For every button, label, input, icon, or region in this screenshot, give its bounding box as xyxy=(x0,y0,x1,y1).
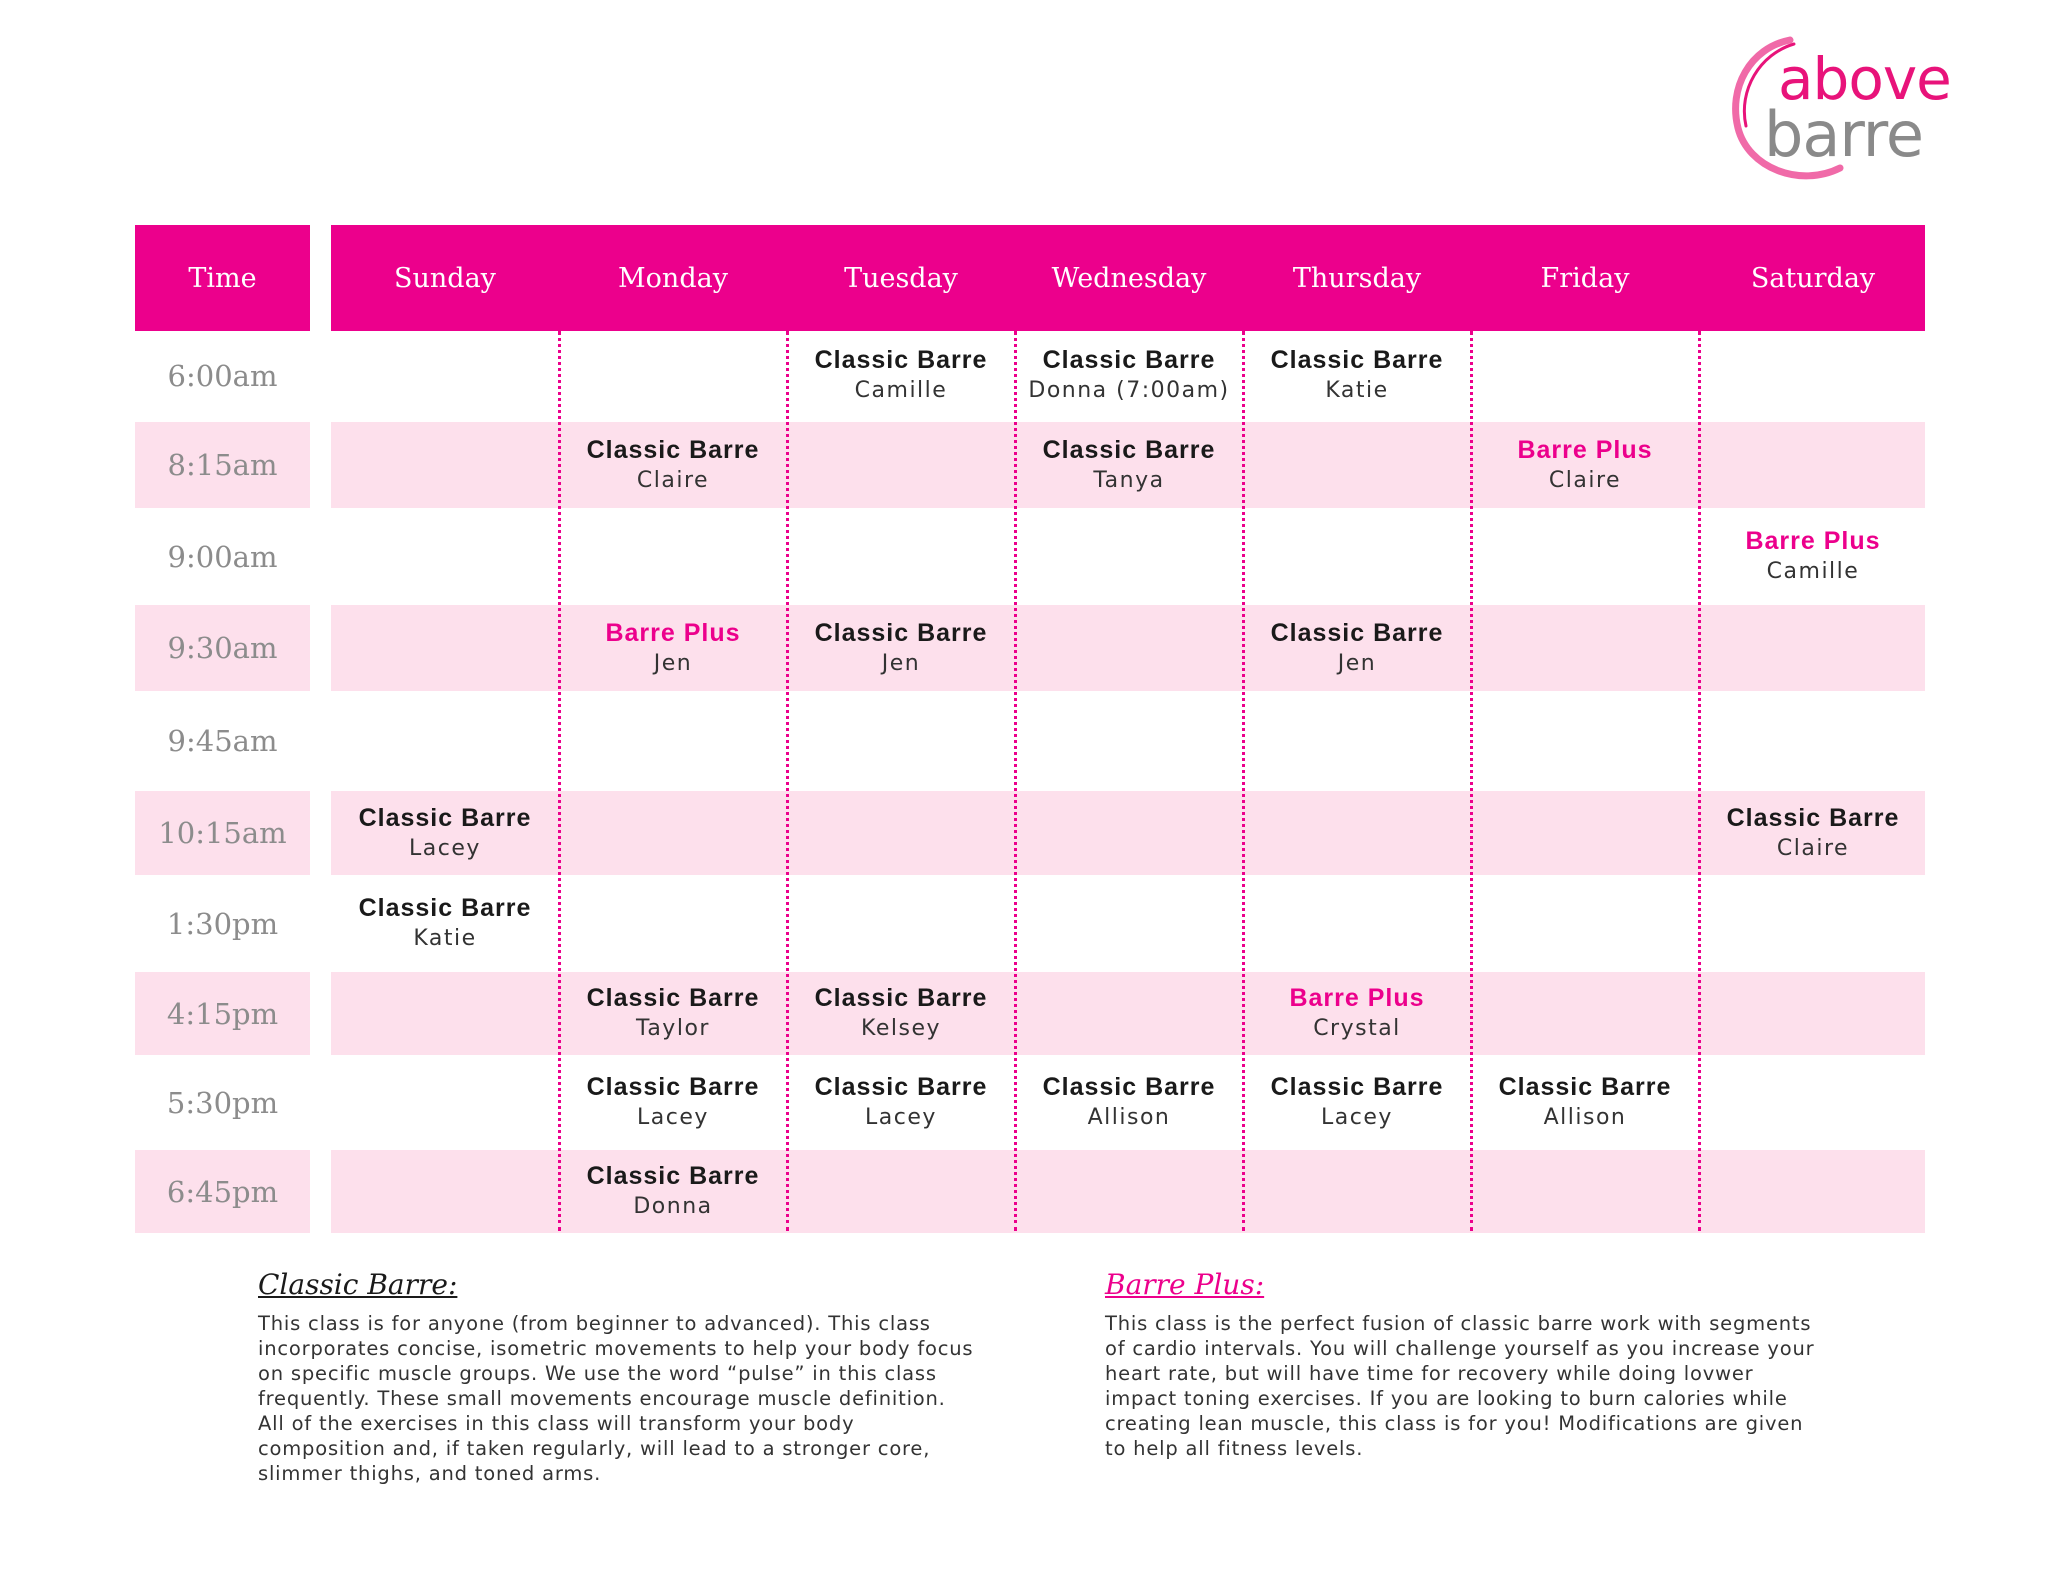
class-slot-tuesday xyxy=(787,983,1015,1044)
classic-barre-text: This class is for anyone (from beginner to advanced). This class incorporates concise, isometric movements to help your body focus on specific muscle groups. We use the word “pulse” in this class frequently. These small movements encourage muscle definition. All of the exercises in this class will transform your body composition and, if taken regularly, will lead to a stronger core, slimmer thighs, and toned arms. xyxy=(258,1312,974,1485)
time-slot-label: 6:45pm xyxy=(135,1150,310,1233)
class-slot-friday xyxy=(1471,435,1699,496)
days-header xyxy=(331,225,1925,331)
class-slot-friday xyxy=(1471,1072,1699,1133)
class-name: Classic Barre xyxy=(358,804,532,832)
instructor-name: Katie xyxy=(413,926,477,951)
class-name: Classic Barre xyxy=(1042,436,1216,464)
class-slot-thursday xyxy=(1243,345,1471,406)
class-slot-monday xyxy=(559,1161,787,1222)
class-slot-saturday xyxy=(1699,526,1927,587)
barre-plus-title: Barre Plus: xyxy=(1105,1268,1265,1301)
instructor-name: Tanya xyxy=(1093,468,1165,493)
class-slot-thursday xyxy=(1243,983,1471,1044)
instructor-name: Allison xyxy=(1543,1105,1627,1130)
column-divider xyxy=(786,331,789,1231)
day-header-sunday: Sunday xyxy=(394,262,496,294)
class-slot-monday xyxy=(559,618,787,679)
class-slot-sunday xyxy=(331,893,559,954)
class-slot-wednesday xyxy=(1015,345,1243,406)
class-slot-saturday xyxy=(1699,803,1927,864)
class-name: Barre Plus xyxy=(1289,984,1425,1012)
barre-plus-description xyxy=(1105,1268,1825,1461)
class-name: Classic Barre xyxy=(1270,619,1444,647)
column-divider xyxy=(1470,331,1473,1231)
day-header-tuesday: Tuesday xyxy=(844,262,958,294)
above-barre-logo xyxy=(1720,28,1951,188)
day-header-saturday: Saturday xyxy=(1750,262,1876,294)
instructor-name: Jen xyxy=(653,651,693,676)
class-name: Classic Barre xyxy=(586,984,760,1012)
instructor-name: Crystal xyxy=(1313,1016,1401,1041)
class-slot-thursday xyxy=(1243,618,1471,679)
class-name: Barre Plus xyxy=(1745,527,1881,555)
class-slot-tuesday xyxy=(787,618,1015,679)
day-header-monday: Monday xyxy=(618,262,728,294)
instructor-name: Jen xyxy=(881,651,921,676)
class-name: Classic Barre xyxy=(1042,1073,1216,1101)
instructor-name: Lacey xyxy=(409,836,481,861)
time-slot-label: 10:15am xyxy=(135,791,310,875)
instructor-name: Jen xyxy=(1337,651,1377,676)
time-header: Time xyxy=(135,225,310,331)
class-name: Classic Barre xyxy=(586,1073,760,1101)
class-slot-tuesday xyxy=(787,1072,1015,1133)
class-name: Classic Barre xyxy=(1498,1073,1672,1101)
instructor-name: Camille xyxy=(1766,559,1860,584)
column-divider xyxy=(558,331,561,1231)
column-divider xyxy=(1698,331,1701,1231)
column-divider xyxy=(1014,331,1017,1231)
class-slot-wednesday xyxy=(1015,1072,1243,1133)
instructor-name: Lacey xyxy=(637,1105,709,1130)
time-slot-label: 9:30am xyxy=(135,605,310,691)
class-slot-thursday xyxy=(1243,1072,1471,1133)
instructor-name: Kelsey xyxy=(861,1016,941,1041)
time-slot-label: 9:45am xyxy=(167,724,278,758)
logo-word-above: above xyxy=(1778,45,1951,113)
instructor-name: Claire xyxy=(636,468,710,493)
instructor-name: Katie xyxy=(1325,378,1389,403)
time-slot-label: 6:00am xyxy=(167,358,278,393)
instructor-name: Lacey xyxy=(1321,1105,1393,1130)
instructor-name: Camille xyxy=(854,378,948,403)
class-slot-monday xyxy=(559,435,787,496)
class-name: Classic Barre xyxy=(1726,804,1900,832)
logo-word-barre: barre xyxy=(1764,98,1924,171)
instructor-name: Claire xyxy=(1776,836,1850,861)
class-name: Classic Barre xyxy=(814,1073,988,1101)
time-slot-label: 1:30pm xyxy=(166,906,279,941)
class-name: Classic Barre xyxy=(586,436,760,464)
day-header-thursday: Thursday xyxy=(1292,262,1422,294)
day-header-wednesday: Wednesday xyxy=(1051,262,1207,294)
time-slot-label: 8:15am xyxy=(135,422,310,508)
time-slot-label: 9:00am xyxy=(167,539,278,574)
instructor-name: Donna (7:00am) xyxy=(1028,378,1230,403)
class-slot-tuesday xyxy=(787,345,1015,406)
day-header-friday: Friday xyxy=(1540,262,1630,294)
class-slot-wednesday xyxy=(1015,435,1243,496)
class-name: Classic Barre xyxy=(814,619,988,647)
class-name: Classic Barre xyxy=(814,984,988,1012)
class-name: Classic Barre xyxy=(358,894,532,922)
classic-barre-description xyxy=(258,1268,978,1486)
instructor-name: Taylor xyxy=(636,1016,710,1041)
instructor-name: Allison xyxy=(1087,1105,1171,1130)
time-slot-label: 4:15pm xyxy=(135,972,310,1055)
time-slot-label: 5:30pm xyxy=(166,1085,279,1120)
column-divider xyxy=(1242,331,1245,1231)
classic-barre-title: Classic Barre: xyxy=(258,1268,458,1301)
class-name: Classic Barre xyxy=(814,346,988,374)
class-name: Barre Plus xyxy=(605,619,741,647)
class-name: Classic Barre xyxy=(1270,346,1444,374)
class-name: Classic Barre xyxy=(1270,1073,1444,1101)
class-name: Barre Plus xyxy=(1517,436,1653,464)
class-slot-monday xyxy=(559,983,787,1044)
class-name: Classic Barre xyxy=(586,1162,760,1190)
row-background xyxy=(331,791,1925,875)
class-slot-sunday xyxy=(331,803,559,864)
instructor-name: Lacey xyxy=(865,1105,937,1130)
class-name: Classic Barre xyxy=(1042,346,1216,374)
class-slot-monday xyxy=(559,1072,787,1133)
barre-plus-text: This class is the perfect fusion of classic barre work with segments of cardio intervals. You will challenge yourself as you increase your heart rate, but will have time for recovery while doing lovwer impact toning exercises. If you are looking to burn calories while creating lean muscle, this class is for you! Modifications are given to help all fitness levels. xyxy=(1105,1312,1815,1460)
instructor-name: Claire xyxy=(1548,468,1622,493)
instructor-name: Donna xyxy=(633,1194,713,1219)
